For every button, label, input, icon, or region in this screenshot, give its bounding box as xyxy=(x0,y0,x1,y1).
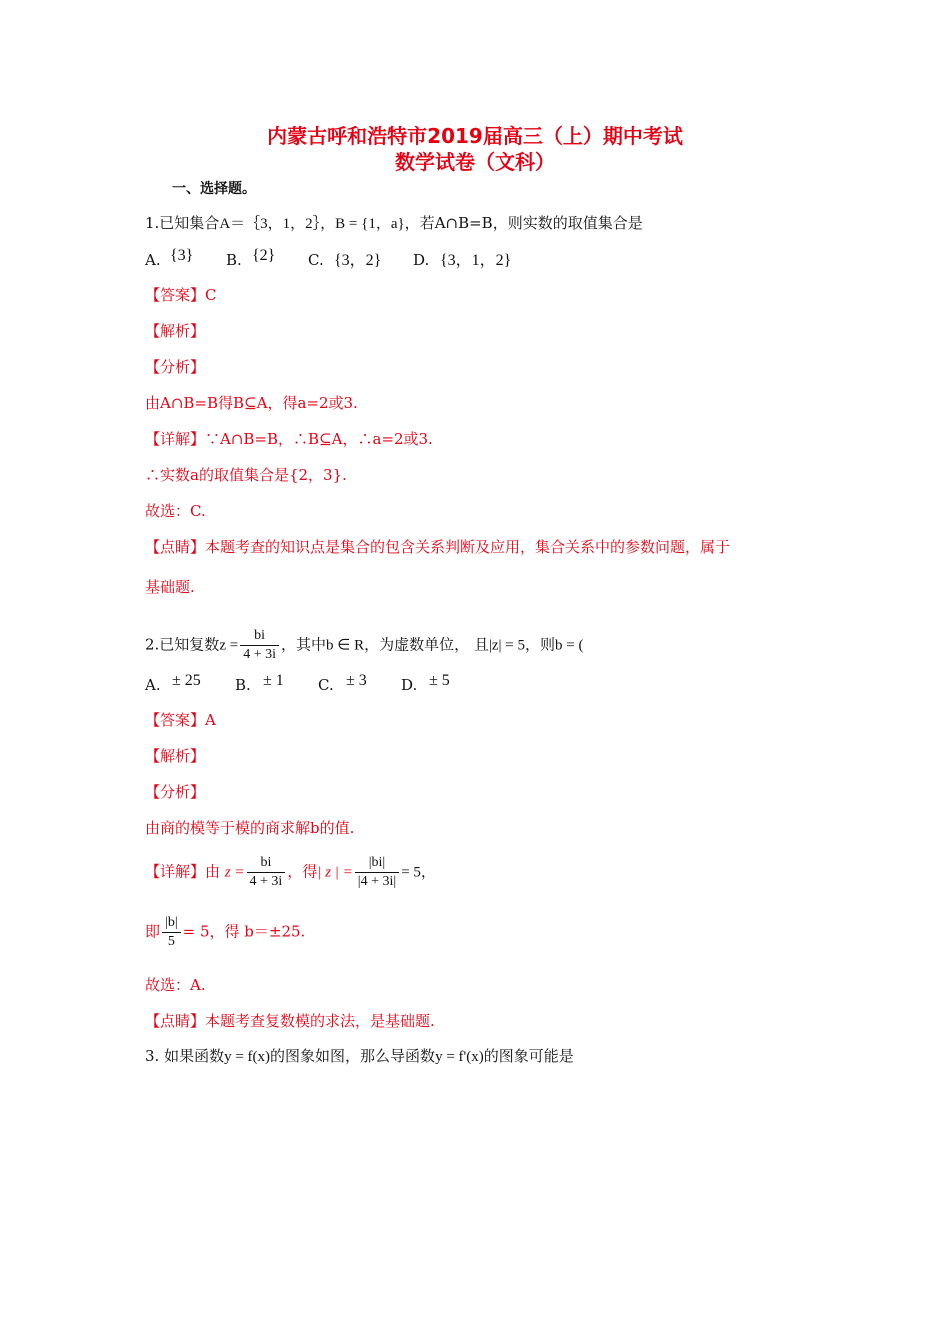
q2-option-d-label: D. xyxy=(401,676,418,694)
q2-z-eq: z = xyxy=(219,637,239,654)
q1-option-a-label: A. xyxy=(145,251,161,269)
q2-detail-fraction xyxy=(247,854,286,891)
q1-set-b: B = {1，a}，若 xyxy=(335,216,435,232)
q2-detail-z: z = xyxy=(224,864,245,881)
q2-detail xyxy=(145,854,436,891)
q2-stem-where: ，其中 xyxy=(280,635,326,654)
q2-b-in-r: b ∈ R xyxy=(326,637,365,654)
q1-jiexi: 【解析】 xyxy=(145,322,206,340)
q2-option-b-label: B. xyxy=(235,676,251,694)
q2-analysis: 由商的模等于模的商求解b的值. xyxy=(145,819,355,837)
q3-stem-end: 的图象可能是 xyxy=(483,1047,574,1065)
q1-dianjing: 【点睛】本题考查的知识点是集合的包含关系判断及应用，集合关系中的参数问题，属于 xyxy=(145,538,731,556)
q2-option-c-value: ± 3 xyxy=(346,672,367,689)
q2-ji-num: |b| xyxy=(162,914,181,933)
q2-dianjing: 【点睛】本题考查复数模的求法，是基础题. xyxy=(145,1012,435,1030)
section-heading: 一、选择题。 xyxy=(172,181,256,197)
q1-option-a-value: {3} xyxy=(170,247,194,264)
q1-answer: 【答案】C xyxy=(145,286,217,304)
q2-stem xyxy=(145,627,583,664)
q1-dianjing-cont: 基础题. xyxy=(145,578,195,596)
q2-option-d-value: ± 5 xyxy=(429,672,450,689)
q1-condition: A∩B=B，则实数的取值集合是 xyxy=(434,214,643,232)
q2-choose: 故选：A. xyxy=(145,976,206,994)
q1-detail-result: ∴实数a的取值集合是{2，3}. xyxy=(145,466,347,484)
q2-detail-frac-den: 4 + 3i xyxy=(249,874,283,889)
q2-stem-unit: ，为虚数单位， 且 xyxy=(364,635,489,654)
q2-frac-den: 4 + 3i xyxy=(243,647,276,662)
q2-detail-eq5: = 5， xyxy=(401,864,436,881)
q1-option-d-label: D. xyxy=(413,251,430,269)
q2-ji-prefix: 即 xyxy=(145,922,161,941)
q1-fenxi: 【分析】 xyxy=(145,358,206,376)
q1-option-d-value: {3，1，2} xyxy=(440,252,512,269)
q2-detail-frac2-den: |4 + 3i| xyxy=(357,874,397,889)
q2-option-b-value: ± 1 xyxy=(263,672,284,689)
q3-f1: y = f(x) xyxy=(224,1049,271,1065)
q2-stem-text: 2.已知复数 xyxy=(145,635,220,654)
q2-stem-then: ，则 xyxy=(524,635,555,654)
q1-choose: 故选：C. xyxy=(145,502,206,520)
q2-ji-den: 5 xyxy=(167,934,175,949)
q2-answer: 【答案】A xyxy=(145,711,216,729)
q2-detail-modz: | z | = xyxy=(317,864,353,881)
q1-option-b-value: {2} xyxy=(252,247,276,264)
q1-option-c-value: {3，2} xyxy=(334,252,382,269)
q1-option-c-label: C. xyxy=(308,251,324,269)
q2-fenxi: 【分析】 xyxy=(145,783,206,801)
q2-detail-frac-num: bi xyxy=(247,854,286,873)
q3-stem-text: 3. 如果函数 xyxy=(145,1047,225,1065)
q2-fraction xyxy=(240,627,279,664)
q2-option-a-label: A. xyxy=(145,676,161,694)
q1-detail: 【详解】∵A∩B=B，∴B⊆A，∴a=2或3. xyxy=(145,430,433,448)
q2-ji xyxy=(145,914,305,951)
q2-detail-fraction2 xyxy=(355,854,399,891)
q2-detail-frac2-num: |bi| xyxy=(355,854,399,873)
q2-detail-mid: ，得 xyxy=(287,862,318,881)
page-title: 内蒙古呼和浩特市2019届高三（上）期中考试 xyxy=(267,124,683,148)
q3-stem xyxy=(145,1047,574,1066)
q2-mod-cond: |z| = 5 xyxy=(488,637,525,654)
q2-option-a-value: ± 25 xyxy=(172,672,201,689)
q2-ji-fraction xyxy=(162,914,181,951)
q2-option-c-label: C. xyxy=(318,676,334,694)
q2-ji-rest: = 5，得 b＝±25. xyxy=(182,922,306,941)
q3-f2: y = f'(x) xyxy=(435,1049,484,1065)
page-subtitle: 数学试卷（文科） xyxy=(395,150,555,174)
q2-frac-num: bi xyxy=(240,627,279,646)
q1-analysis: 由A∩B=B得B⊆A，得a=2或3. xyxy=(145,394,358,412)
q2-jiexi: 【解析】 xyxy=(145,747,206,765)
q2-b-eq: b = ( xyxy=(555,637,584,654)
q1-stem xyxy=(145,214,643,233)
q2-detail-prefix: 【详解】由 xyxy=(145,862,221,881)
q1-stem-text: 1.已知集合 xyxy=(145,214,220,232)
q1-option-b-label: B. xyxy=(226,251,242,269)
q3-stem-mid: 的图象如图，那么导函数 xyxy=(270,1047,436,1065)
q1-set-a: A＝｛3，1，2｝， xyxy=(219,216,336,232)
